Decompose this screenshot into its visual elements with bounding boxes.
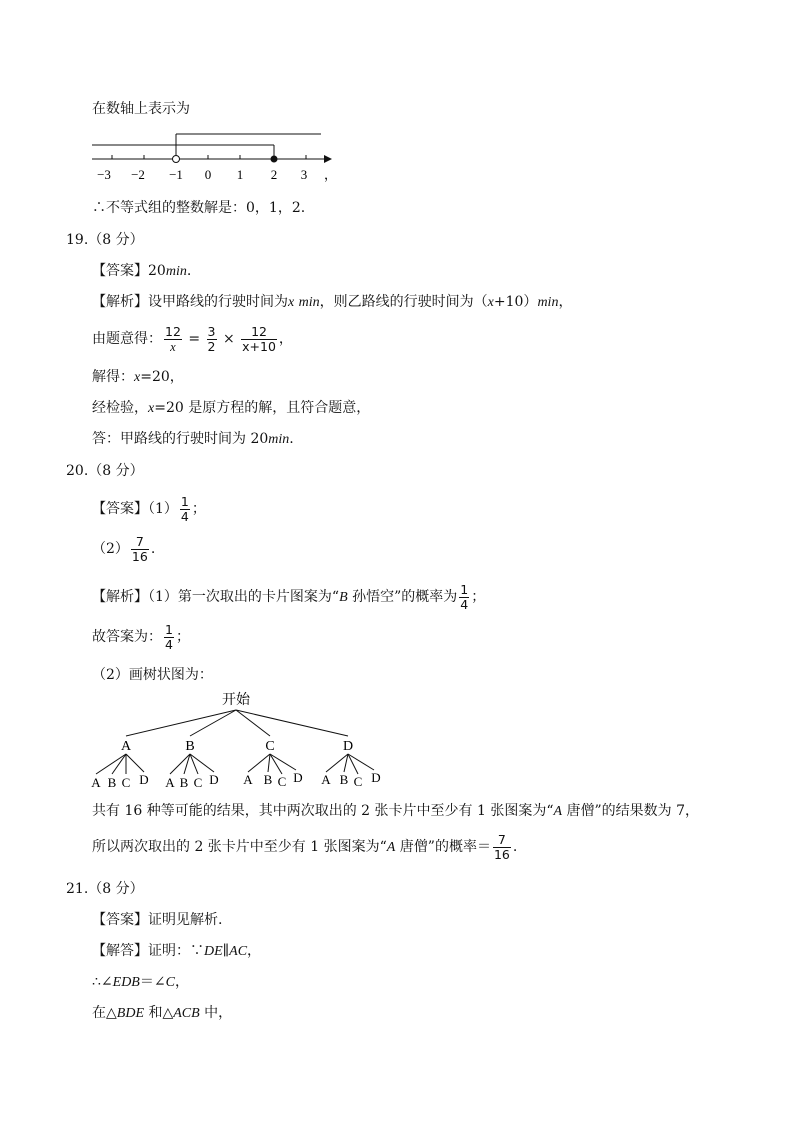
open-point — [173, 156, 180, 163]
fraction: $\frac{12}{x+10}$ — [242, 323, 276, 354]
numberline-intro: 在数轴上表示为 — [92, 101, 190, 117]
svg-text:D: D — [139, 772, 149, 787]
q20-tree-intro: （2）画树状图为： — [92, 667, 213, 683]
tick-label: −1 — [169, 167, 183, 182]
tree-branch: D — [342, 739, 354, 754]
q20-so-answer: 故答案为： $\frac{1}{4}$ ； — [92, 621, 190, 652]
q21-answer: 【答案】证明见解析. — [92, 912, 223, 928]
svg-text:C: C — [121, 775, 131, 788]
q20-result-line: 共有 16 种等可能的结果，其中两次取出的 2 张卡片中至少有 1 张图案为“A 唐僧”的结果数为 7， — [92, 803, 700, 819]
trailing-comma: ， — [324, 167, 338, 182]
svg-text:C: C — [277, 774, 287, 788]
svg-text:A: A — [91, 775, 101, 788]
fraction: $\frac{7}{16}$ — [131, 533, 148, 564]
fraction: $\frac{12}{x}$ — [165, 323, 181, 354]
q19-equation: 由题意得： $\frac{12}{x}$ = $\frac{3}{2}$ × $\frac{12}{x+10}$ ， — [92, 323, 293, 354]
tick-label: 1 — [236, 167, 244, 182]
svg-text:A: A — [321, 772, 331, 787]
q19-solve: 解得：x=20， — [92, 369, 184, 385]
q19-reply: 答：甲路线的行驶时间为 20min. — [92, 431, 294, 447]
tick-label: 3 — [300, 167, 308, 182]
fraction: $\frac{1}{4}$ — [165, 621, 173, 652]
svg-text:B: B — [107, 775, 117, 788]
tree-branch: A — [120, 739, 132, 754]
q19-answer: 【答案】20min. — [92, 263, 192, 279]
number-line-figure — [88, 128, 388, 188]
tick-label: −3 — [97, 167, 111, 182]
q21-proof-2: ∴∠EDB＝∠C， — [92, 974, 189, 990]
svg-text:C: C — [353, 774, 363, 788]
svg-text:A: A — [243, 772, 253, 787]
q21-heading: 21.（8 分） — [66, 881, 144, 897]
svg-text:A: A — [165, 775, 175, 788]
q21-proof-3: 在△BDE 和△ACB 中， — [92, 1005, 233, 1021]
svg-text:D: D — [209, 772, 219, 787]
q19-heading: 19.（8 分） — [66, 232, 144, 248]
svg-text:B: B — [179, 775, 189, 788]
tree-root: 开始 — [222, 692, 250, 708]
svg-text:B: B — [263, 772, 273, 787]
tick-label: 2 — [270, 167, 278, 182]
fraction: $\frac{7}{16}$ — [493, 831, 510, 862]
tick-label: −2 — [131, 167, 145, 182]
fraction: $\frac{1}{4}$ — [460, 581, 469, 612]
svg-text:B: B — [339, 772, 349, 787]
q19-analysis: 【解析】设甲路线的行驶时间为x min，则乙路线的行驶时间为（x+10）min， — [92, 294, 573, 310]
svg-text:D: D — [371, 770, 381, 785]
q20-heading: 20.（8 分） — [66, 463, 144, 479]
tree-diagram — [80, 688, 400, 788]
q19-check: 经检验，x=20 是原方程的解，且符合题意， — [92, 400, 371, 416]
tree-branch: C — [265, 739, 275, 754]
q21-proof-1: 【解答】证明：∵DE∥AC， — [92, 943, 262, 959]
tree-branch: B — [185, 739, 195, 754]
q20-answer-1: 【答案】（1） $\frac{1}{4}$ ； — [92, 493, 206, 524]
closed-point — [271, 156, 278, 163]
svg-text:C: C — [193, 775, 203, 788]
q20-answer-2: （2） $\frac{7}{16}$ . — [92, 533, 156, 564]
fraction: $\frac{1}{4}$ — [180, 493, 189, 524]
q20-analysis-1: 【解析】（1）第一次取出的卡片图案为“B 孙悟空”的概率为 $\frac{1}{4}$ ； — [92, 581, 486, 612]
integer-solutions: ∴不等式组的整数解是：0，1，2. — [92, 200, 306, 216]
q20-probability-line: 所以两次取出的 2 张卡片中至少有 1 张图案为“A 唐僧”的概率＝ $\frac{7}{16}$ . — [92, 831, 518, 862]
svg-text:D: D — [293, 770, 303, 785]
tick-label: 0 — [204, 167, 212, 182]
fraction: $\frac{3}{2}$ — [207, 323, 216, 354]
